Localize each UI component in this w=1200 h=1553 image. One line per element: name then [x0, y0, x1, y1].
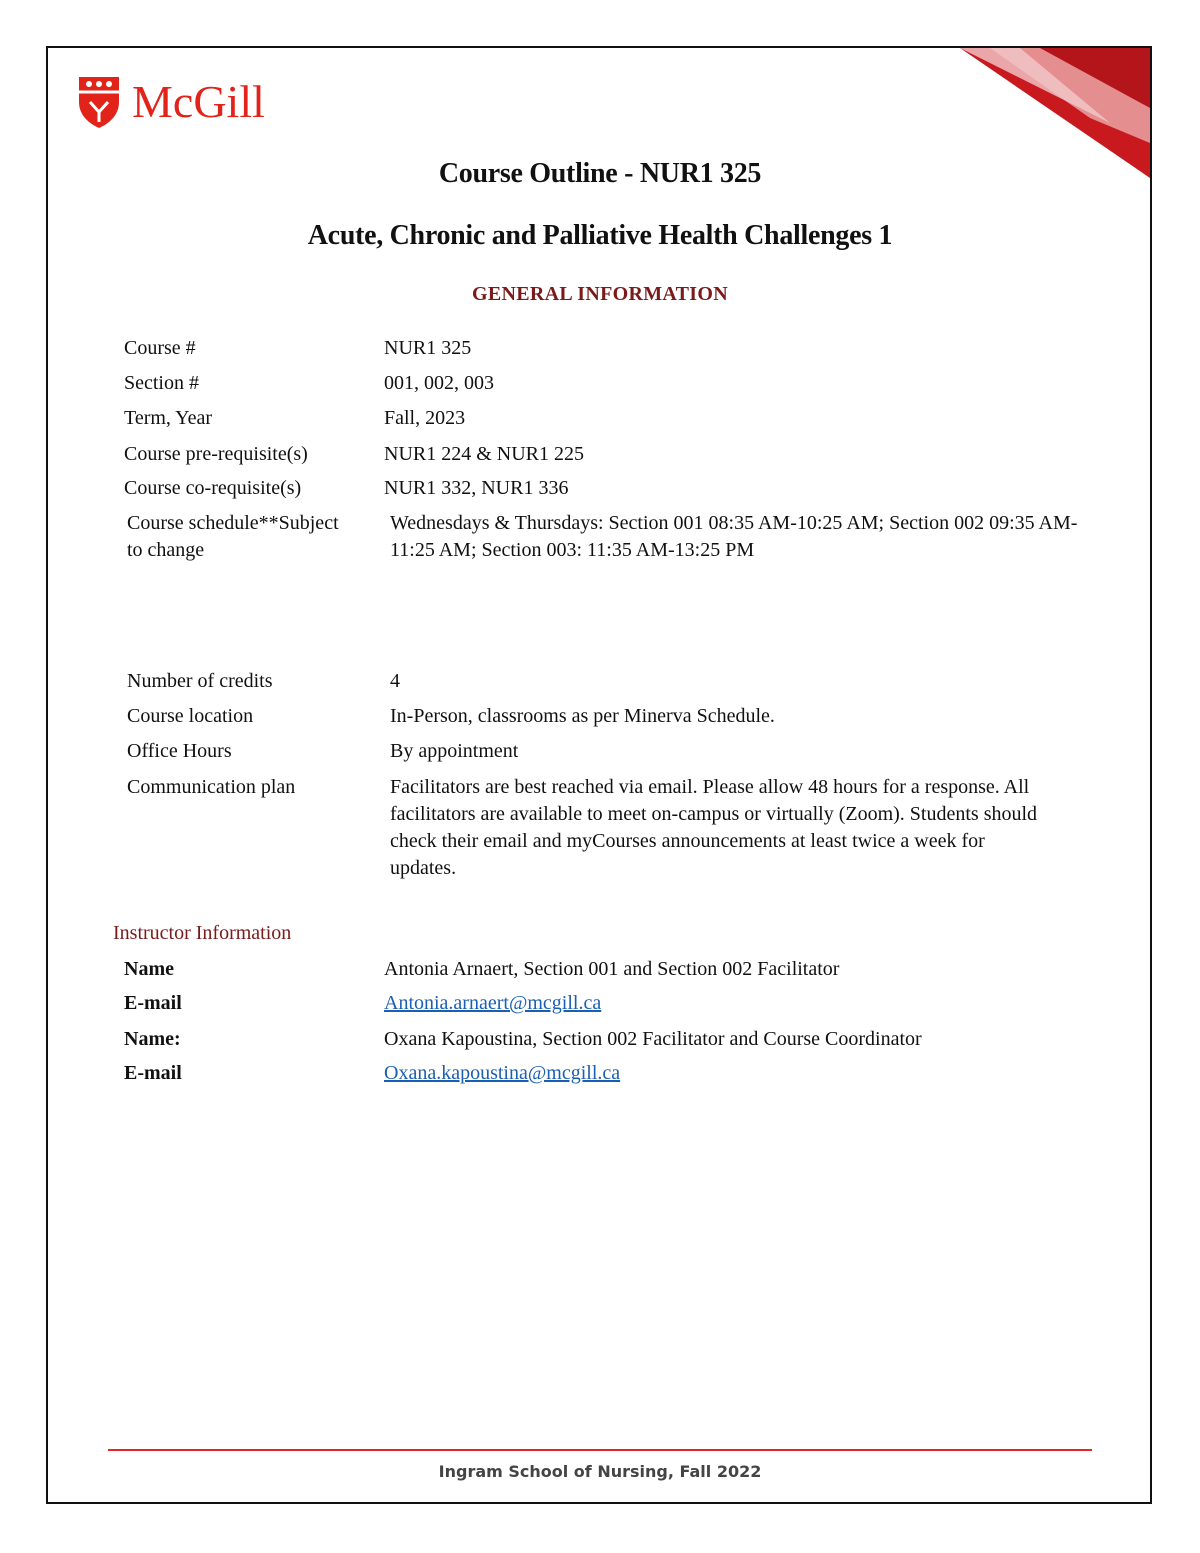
- value-office-hours: By appointment: [390, 740, 519, 762]
- value-credits: 4: [390, 670, 400, 692]
- label-office-hours: Office Hours: [127, 740, 232, 762]
- label-instructor-name-1: Name: [124, 958, 174, 980]
- section-heading-instructor: Instructor Information: [113, 922, 292, 944]
- label-instructor-email-1: E-mail: [124, 992, 182, 1014]
- value-course-schedule: Wednesdays & Thursdays: Section 001 08:35 AM-10:25 AM; Section 002 09:35 AM-11:25 AM; Section 003: 11:35 AM-13:25 PM: [390, 512, 1078, 561]
- email-link-antonia[interactable]: Antonia.arnaert@mcgill.ca: [384, 992, 602, 1014]
- value-corequisites: NUR1 332, NUR1 336: [384, 477, 569, 499]
- label-term-year: Term, Year: [124, 407, 213, 429]
- value-section-number: 001, 002, 003: [384, 372, 494, 394]
- label-credits: Number of credits: [127, 670, 273, 692]
- value-communication-plan: Facilitators are best reached via email. Please allow 48 hours for a response. All facilitators are available to meet on-campus or virtually (Zoom). Students should check their email and myCourses announcements at least twice a week for updates.: [390, 776, 1038, 879]
- page-title: Course Outline - NUR1 325: [438, 158, 762, 189]
- value-instructor-name-1: Antonia Arnaert, Section 001 and Section 002 Facilitator: [384, 958, 840, 980]
- label-section-number: Section #: [124, 372, 199, 394]
- label-instructor-name-2: Name:: [124, 1028, 181, 1050]
- section-heading-general: GENERAL INFORMATION: [472, 283, 728, 305]
- footer-divider: [108, 1449, 1092, 1451]
- value-instructor-name-2: Oxana Kapoustina, Section 002 Facilitator and Course Coordinator: [384, 1028, 922, 1050]
- label-corequisites: Course co-requisite(s): [124, 477, 302, 499]
- value-course-number: NUR1 325: [384, 337, 472, 359]
- crest-icon: [76, 74, 122, 130]
- label-course-number: Course #: [124, 337, 196, 359]
- label-communication-plan: Communication plan: [127, 776, 296, 798]
- page-subtitle: Acute, Chronic and Palliative Health Challenges 1: [307, 220, 893, 251]
- email-link-oxana[interactable]: Oxana.kapoustina@mcgill.ca: [384, 1062, 621, 1084]
- footer-text: Ingram School of Nursing, Fall 2022: [438, 1462, 762, 1481]
- label-course-schedule: Course schedule**Subject to change: [127, 512, 339, 561]
- value-term-year: Fall, 2023: [384, 407, 466, 429]
- label-instructor-email-2: E-mail: [124, 1062, 182, 1084]
- value-prerequisites: NUR1 224 & NUR1 225: [384, 443, 585, 465]
- logo-wordmark: McGill: [132, 76, 265, 127]
- mcgill-logo: [76, 74, 265, 130]
- label-prerequisites: Course pre-requisite(s): [124, 443, 308, 465]
- value-course-location: In-Person, classrooms as per Minerva Schedule.: [390, 705, 775, 727]
- label-course-location: Course location: [127, 705, 254, 727]
